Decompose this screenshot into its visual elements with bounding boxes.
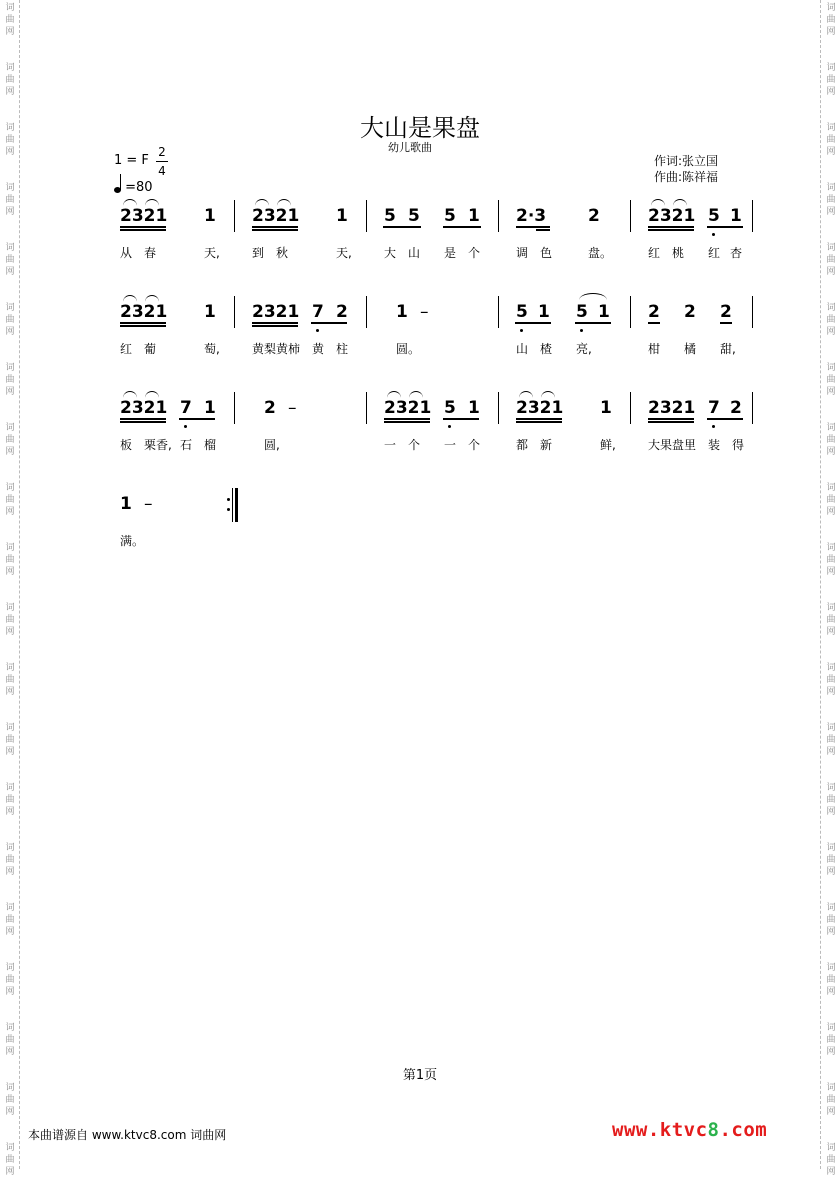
lyric: 都 [516,438,529,452]
lyric: 鲜, [600,438,616,452]
lyric: 个 [468,246,481,260]
time-signature-bottom: 4 [158,164,166,178]
song-title: 大山是果盘 [360,114,480,142]
watermark-text: 词 曲 网 [5,423,15,457]
note: 2321 [120,302,168,322]
watermark-text: 词 曲 网 [5,1143,15,1177]
lyric: 圆。 [396,342,421,356]
lyric: 个 [468,438,481,452]
note: 1 [204,206,216,226]
score-row-1 [118,200,754,260]
note: 2321 [120,398,168,418]
note: 2321 [120,206,168,226]
lyric: 装 [708,438,721,452]
watermark-text: 词 曲 网 [826,723,836,757]
note: 2 [336,302,348,322]
quarter-note-icon [114,187,121,193]
watermark-text: 词 曲 网 [5,1083,15,1117]
lyric: 榴 [204,438,217,452]
note: 7 [180,398,192,418]
note: 7 [312,302,324,322]
watermark-text: 词 曲 网 [826,423,836,457]
note: 5 [576,302,588,322]
source-credit: 本曲谱源自 www.ktvc8.com 词曲网 [28,1128,227,1142]
lyric: 红 [648,246,661,260]
note: 2 [264,398,276,418]
lyric: 红 [120,342,133,356]
lyric: 柱 [336,342,349,356]
lyric: 是 [444,246,457,260]
note: 2 [588,206,600,226]
tempo-value: =80 [125,180,153,195]
watermark-text: 词 曲 网 [5,603,15,637]
watermark-text: 词 曲 网 [826,123,836,157]
note: 1 [600,398,612,418]
note: 2321 [648,398,696,418]
note: 1 [204,302,216,322]
watermark-text: 词 曲 网 [5,663,15,697]
song-subtitle: 幼儿歌曲 [388,141,432,154]
watermark-text: 词 曲 网 [826,843,836,877]
watermark-text: 词 曲 网 [826,903,836,937]
lyric: 春 [144,246,157,260]
note: – [144,494,153,514]
tempo-mark [114,180,153,195]
note: 2·3 [516,206,547,226]
note: 2321 [648,206,696,226]
lyric: 橘 [684,342,697,356]
watermark-text: 词 曲 网 [5,483,15,517]
lyric: 甜, [720,342,736,356]
note: 5 [444,206,456,226]
lyric: 杏 [730,246,743,260]
score-row-3 [118,392,754,452]
watermark-text: 词 曲 网 [826,363,836,397]
lyric: 黄 [312,342,325,356]
watermark-text: 词 曲 网 [826,1023,836,1057]
site-logo: www.ktvc8.com [612,1119,768,1141]
watermark-text: 词 曲 网 [5,723,15,757]
watermark-text: 词 曲 网 [5,783,15,817]
lyric: 楂 [540,342,553,356]
time-signature [156,145,168,178]
watermark-text: 词 曲 网 [826,3,836,37]
lyric: 山 [516,342,529,356]
watermark-text: 词 曲 网 [5,303,15,337]
note: 1 [468,398,480,418]
lyric: 大 [384,246,397,260]
note: 1 [204,398,216,418]
watermark-text: 词 曲 网 [5,543,15,577]
lyric: 到 [252,246,265,260]
lyric: 一 [384,438,397,452]
lyricist-credit: 作词:张立国 [654,154,719,168]
note: 2 [720,302,732,322]
lyric: 栗香, [144,438,172,452]
watermark-text: 词 曲 网 [826,243,836,277]
watermark-text: 词 曲 网 [5,3,15,37]
watermark-text: 词 曲 网 [826,183,836,217]
score-row-4 [118,488,754,548]
watermark-text: 词 曲 网 [5,243,15,277]
lyric: 山 [408,246,421,260]
note: 5 [708,206,720,226]
lyric: 大果盘里 [648,438,697,452]
lyric: 圆, [264,438,280,452]
note: 7 [708,398,720,418]
lyric: 满。 [120,534,145,548]
note: 5 [444,398,456,418]
key-signature: 1 = F [114,153,149,168]
watermark-text: 词 曲 网 [826,1143,836,1177]
watermark-text: 词 曲 网 [826,1083,836,1117]
note: 2321 [516,398,564,418]
lyric: 红 [708,246,721,260]
note: – [288,398,297,418]
lyric: 个 [408,438,421,452]
note: 1 [120,494,132,514]
note: 1 [336,206,348,226]
right-watermark-strip [820,0,840,1177]
lyric: 天, [336,246,352,260]
note: 5 [384,206,396,226]
score-row-2 [118,296,754,356]
lyric: 桃 [672,246,685,260]
lyric: 调 [516,246,529,260]
note: 1 [396,302,408,322]
note: 1 [598,302,610,322]
note: 2321 [384,398,432,418]
note: 2321 [252,206,300,226]
watermark-text: 词 曲 网 [826,603,836,637]
lyric: 黄梨黄柿 [252,342,301,356]
lyric: 色 [540,246,553,260]
note: 2321 [252,302,300,322]
note: 1 [538,302,550,322]
watermark-text: 词 曲 网 [826,63,836,97]
watermark-text: 词 曲 网 [826,543,836,577]
watermark-text: 词 曲 网 [5,183,15,217]
lyric: 新 [540,438,553,452]
watermark-text: 词 曲 网 [826,783,836,817]
time-signature-top: 2 [158,145,166,159]
watermark-text: 词 曲 网 [826,483,836,517]
lyric: 从 [120,246,133,260]
repeat-end-barline [226,488,238,522]
lyric: 天, [204,246,220,260]
lyric: 秋 [276,246,289,260]
lyric: 葡 [144,342,157,356]
watermark-text: 词 曲 网 [5,1023,15,1057]
lyric: 萄, [204,342,220,356]
watermark-text: 词 曲 网 [5,363,15,397]
lyric: 一 [444,438,457,452]
note: 2 [684,302,696,322]
composer-credit: 作曲:陈祥福 [654,170,719,184]
lyric: 板 [120,438,133,452]
watermark-text: 词 曲 网 [5,843,15,877]
lyric: 柑 [648,342,661,356]
left-watermark-strip [0,0,20,1177]
note: 5 [408,206,420,226]
watermark-text: 词 曲 网 [826,963,836,997]
watermark-text: 词 曲 网 [826,663,836,697]
note: 1 [468,206,480,226]
watermark-text: 词 曲 网 [5,903,15,937]
note: – [420,302,429,322]
note: 2 [730,398,742,418]
note: 5 [516,302,528,322]
lyric: 得 [732,438,745,452]
watermark-text: 词 曲 网 [5,123,15,157]
lyric: 盘。 [588,246,613,260]
watermark-text: 词 曲 网 [5,963,15,997]
page-number: 第1页 [402,1068,438,1083]
lyric: 石 [180,438,193,452]
watermark-text: 词 曲 网 [826,303,836,337]
watermark-text: 词 曲 网 [5,63,15,97]
note: 1 [730,206,742,226]
lyric: 亮, [576,342,592,356]
note: 2 [648,302,660,322]
